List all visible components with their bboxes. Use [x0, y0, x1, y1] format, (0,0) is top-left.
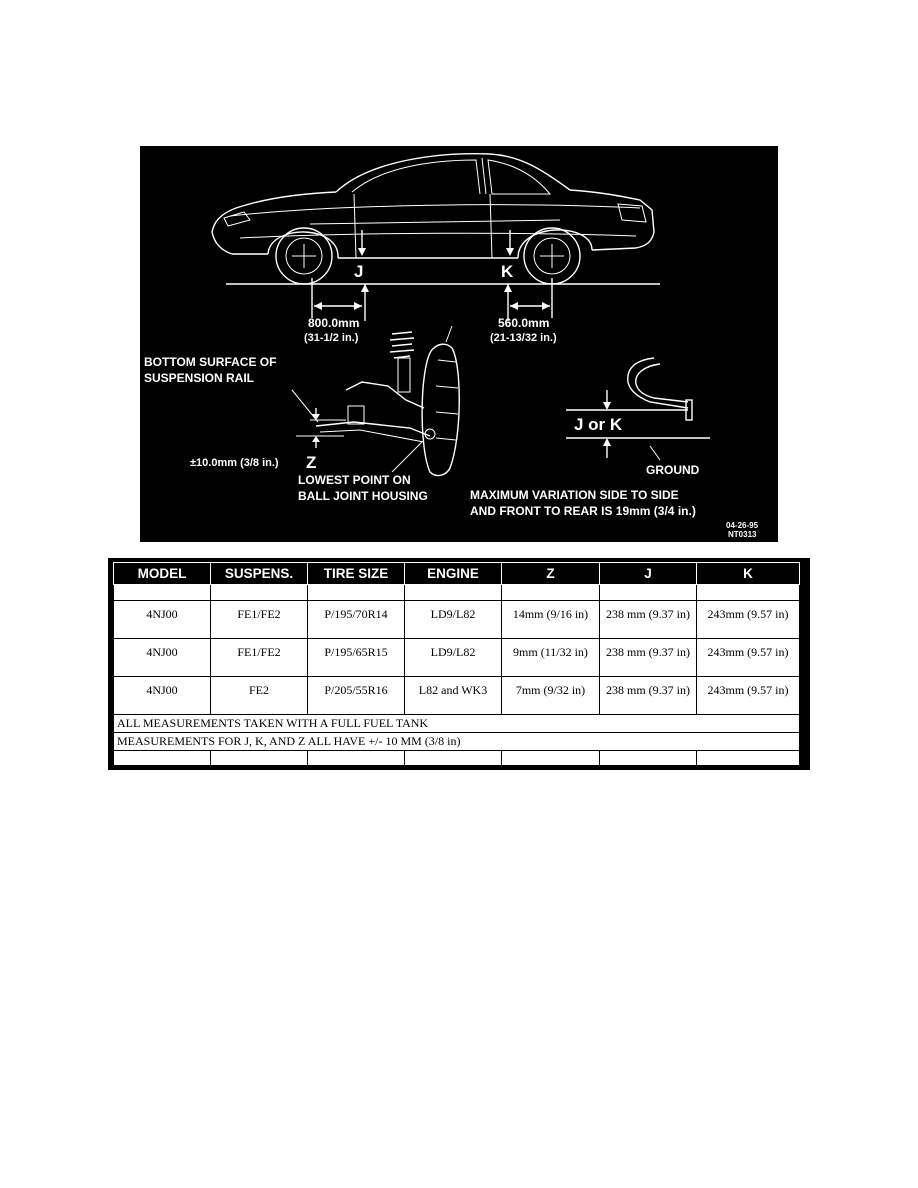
variation-note-line2: AND FRONT TO REAR IS 19mm (3/4 in.) — [470, 504, 696, 518]
rear-dimension-in: (21-13/32 in.) — [490, 332, 557, 344]
ground-label: GROUND — [646, 463, 700, 477]
tolerance-label: ±10.0mm (3/8 in.) — [190, 457, 279, 469]
figure-code: NT0313 — [728, 530, 757, 539]
cell-engine: LD9/L82 — [405, 601, 502, 639]
note-fuel-tank: ALL MEASUREMENTS TAKEN WITH A FULL FUEL TANK — [114, 715, 800, 733]
cell-engine: L82 and WK3 — [405, 677, 502, 715]
cell-suspension: FE1/FE2 — [211, 601, 308, 639]
header-engine: ENGINE — [405, 563, 502, 585]
header-j: J — [600, 563, 697, 585]
rear-dimension-mm: 560.0mm — [498, 316, 550, 330]
cell-j: 238 mm (9.37 in) — [600, 677, 697, 715]
front-dimension-mm: 800.0mm — [308, 316, 360, 330]
ball-joint-leader-line — [392, 442, 422, 472]
table-note-row — [114, 715, 800, 733]
cell-tire-size: P/195/70R14 — [308, 601, 405, 639]
table-note-row — [114, 733, 800, 751]
cell-tire-size: P/205/55R16 — [308, 677, 405, 715]
ground-leader-line — [650, 446, 660, 460]
table-blank-row — [114, 585, 800, 601]
cell-model: 4NJ00 — [114, 601, 211, 639]
cell-k: 243mm (9.57 in) — [697, 677, 800, 715]
note-tolerance: MEASUREMENTS FOR J, K, AND Z ALL HAVE +/- 10 MM (3/8 in) — [114, 733, 800, 751]
cell-suspension: FE2 — [211, 677, 308, 715]
cell-z: 7mm (9/32 in) — [502, 677, 600, 715]
header-tire-size: TIRE SIZE — [308, 563, 405, 585]
table-row — [114, 601, 800, 639]
label-z: Z — [306, 453, 317, 472]
date-code: 04-26-95 — [726, 521, 759, 530]
diagram-svg — [140, 146, 778, 542]
cell-z: 9mm (11/32 in) — [502, 639, 600, 677]
front-dimension-in: (31-1/2 in.) — [304, 332, 359, 344]
cell-j: 238 mm (9.37 in) — [600, 601, 697, 639]
cell-k: 243mm (9.57 in) — [697, 601, 800, 639]
rail-label-line2: SUSPENSION RAIL — [144, 371, 255, 385]
cell-engine: LD9/L82 — [405, 639, 502, 677]
header-k: K — [697, 563, 800, 585]
rail-label-line1: BOTTOM SURFACE OF — [144, 355, 277, 369]
cell-tire-size: P/195/65R15 — [308, 639, 405, 677]
j-or-k-label: J or K — [574, 415, 623, 434]
table-row — [114, 677, 800, 715]
trim-height-diagram — [140, 146, 778, 542]
ball-joint-label-line2: BALL JOINT HOUSING — [298, 489, 428, 503]
ball-joint-label-line1: LOWEST POINT ON — [298, 473, 411, 487]
header-z: Z — [502, 563, 600, 585]
cell-z: 14mm (9/16 in) — [502, 601, 600, 639]
rail-leader-line — [292, 390, 318, 422]
cell-suspension: FE1/FE2 — [211, 639, 308, 677]
cell-model: 4NJ00 — [114, 639, 211, 677]
table-blank-row — [114, 751, 800, 766]
label-k: K — [501, 262, 514, 281]
trim-height-specification-table — [113, 562, 800, 766]
specification-table-container — [108, 558, 810, 770]
cell-j: 238 mm (9.37 in) — [600, 639, 697, 677]
variation-note-line1: MAXIMUM VARIATION SIDE TO SIDE — [470, 488, 679, 502]
cell-k: 243mm (9.57 in) — [697, 639, 800, 677]
header-suspension: SUSPENS. — [211, 563, 308, 585]
car-side-view-icon — [212, 154, 654, 284]
table-header-row — [114, 563, 800, 585]
cell-model: 4NJ00 — [114, 677, 211, 715]
table-row — [114, 639, 800, 677]
header-model: MODEL — [114, 563, 211, 585]
label-j: J — [354, 262, 364, 281]
frame-detail-icon — [628, 358, 692, 420]
front-suspension-icon — [316, 326, 459, 475]
